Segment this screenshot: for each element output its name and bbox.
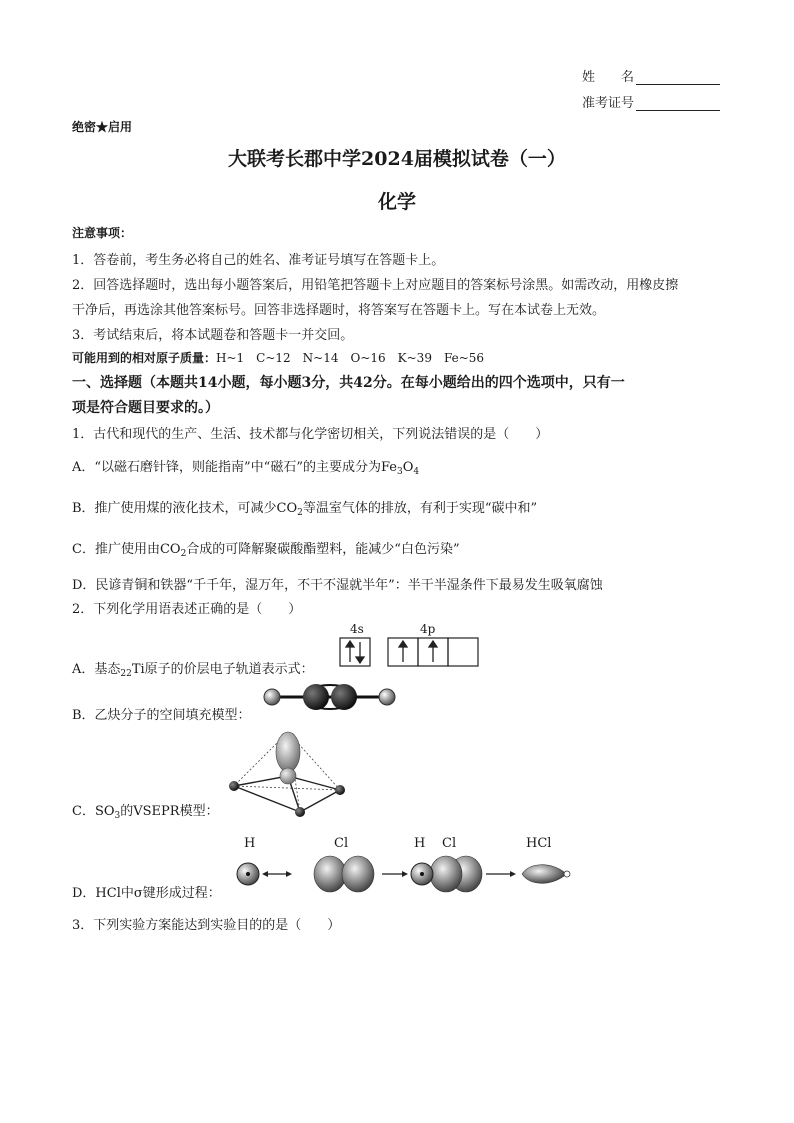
q1-option-b[interactable] (72, 497, 537, 518)
so3-vsepr-figure (228, 728, 352, 820)
notice-item: 3．考试结束后，将本试题卷和答题卡一并交回。 (72, 328, 354, 343)
subscript: 3 (114, 811, 121, 821)
page-title: 大联考长郡中学2024届模拟试卷（一） (228, 148, 566, 170)
q1-option-c[interactable] (72, 538, 460, 559)
q2-option-c-text2: 的VSEPR模型： (120, 804, 219, 819)
subscript: 2 (180, 549, 187, 559)
notice-item: 2．回答选择题时，选出每小题答案后，用铅笔把答题卡上对应题目的答案标号涂黑。如需改动，用橡皮擦 (72, 278, 679, 293)
q1-option-a[interactable] (72, 456, 419, 477)
name-blank[interactable] (636, 71, 720, 85)
q1-option-c-text: C．推广使用由CO (72, 542, 181, 557)
orbital-diagram (336, 620, 486, 670)
label-h-merge: H (414, 836, 426, 851)
q2-option-a-text2: Ti原子的价层电子轨道表示式： (131, 662, 314, 677)
question-3-stem: 3．下列实验方案能达到实验目的的是（ ） (72, 918, 341, 933)
subscript: 2 (297, 508, 303, 518)
exam-number-field (582, 92, 720, 111)
orbital-4p-label: 4p (420, 622, 436, 636)
question-1-stem: 1．古代和现代的生产、生活、技术都与化学密切相关，下列说法错误的是（ ） (72, 427, 549, 442)
section-heading-cont: 项是符合题目要求的。） (72, 400, 219, 416)
orbital-4s-label: 4s (350, 622, 364, 636)
subscript: 22 (120, 669, 132, 679)
name-label: 姓 名 (582, 70, 635, 85)
orbital-boxes (336, 636, 486, 668)
q1-option-a-text: A．“以磁石磨针锋，则能指南”中“磁石”的主要成分为Fe (72, 460, 397, 475)
section-heading: 一、选择题（本题共14小题，每小题3分，共42分。在每小题给出的四个选项中，只有一 (72, 375, 625, 391)
label-h: H (244, 836, 256, 851)
label-cl: Cl (334, 836, 349, 851)
notice-item: 1．答卷前，考生务必将自己的姓名、准考证号填写在答题卡上。 (72, 253, 445, 268)
exam-number-blank[interactable] (636, 97, 720, 111)
q2-option-b[interactable]: B．乙炔分子的空间填充模型： (72, 708, 251, 723)
secret-mark: 绝密★启用 (72, 120, 133, 134)
q1-option-b-text2: 等温室气体的排放，有利于实现“碳中和” (302, 501, 538, 516)
subscript: 4 (413, 467, 420, 477)
q1-option-c-text2: 合成的可降解聚碳酸酯塑料，能减少“白色污染” (186, 542, 460, 557)
q1-option-d[interactable]: D．民谚青铜和铁器“千千年，湿万年，不干不湿就半年”：半干半湿条件下最易发生吸氧腐蚀 (72, 578, 603, 593)
atomic-mass-values: H~1 C~12 N~14 O~16 K~39 Fe~56 (216, 351, 485, 365)
hcl-sigma-bond-figure (234, 836, 574, 896)
q2-option-d[interactable]: D．HCl中σ键形成过程： (72, 886, 221, 901)
q1-option-a-text2: O (402, 460, 414, 475)
q2-option-a[interactable] (72, 658, 314, 679)
exam-number-label: 准考证号 (582, 96, 635, 111)
atomic-mass-line (72, 349, 484, 366)
subscript: 3 (396, 467, 403, 477)
q1-option-b-text: B．推广使用煤的液化技术，可减少CO (72, 501, 298, 516)
subject-title: 化学 (377, 191, 416, 213)
notice-heading: 注意事项： (72, 226, 133, 240)
q2-option-c[interactable] (72, 800, 219, 821)
name-field (582, 66, 720, 85)
bond-diagram (234, 852, 574, 896)
q2-option-a-text: A．基态 (72, 662, 121, 677)
label-hcl: HCl (526, 836, 552, 851)
label-cl-merge: Cl (442, 836, 457, 851)
question-2-stem: 2．下列化学用语表述正确的是（ ） (72, 602, 302, 617)
notice-item: 干净后，再选涂其他答案标号。回答非选择题时，将答案写在答题卡上。写在本试卷上无效。 (72, 303, 606, 318)
q2-option-c-text: C．SO (72, 804, 115, 819)
atomic-mass-label: 可能用到的相对原子质量： (72, 351, 217, 365)
acetylene-model-figure (262, 683, 398, 713)
